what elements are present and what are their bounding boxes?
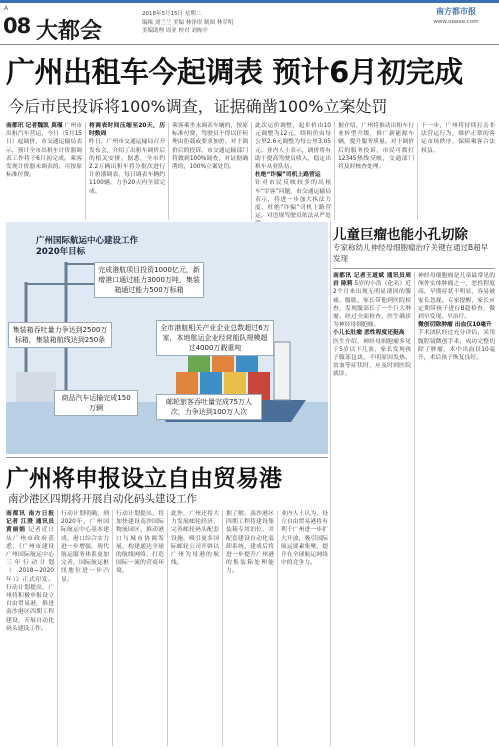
trade-column-4 bbox=[171, 510, 219, 746]
logo-sub: www.oeeee.com bbox=[433, 19, 479, 25]
trade-col6-text: 业内人士认为，设立自由贸易港将有利于广州进一步扩大开放，吸引国际航运要素集聚，提升在全球航运网络中的竞争力。 bbox=[281, 511, 328, 567]
infographic-target-enterprises: 全市港航相关产业企业总数超过6万家，本地航运企业经营船队规模超过4000万载重吨 bbox=[156, 320, 274, 356]
lead-column-1 bbox=[6, 122, 82, 220]
trade-col5-text: 据了解，南沙港区四期工程将建设集装箱专用泊位，并配套建设自动化装卸系统，建成后将进一步提升广州港的集装箱处理能力。 bbox=[226, 511, 274, 575]
newspaper-logo bbox=[420, 6, 492, 40]
kids-col1-head: 微创切除肿瘤 出血仅10毫升 bbox=[418, 322, 492, 329]
column-divider bbox=[85, 122, 86, 220]
lead-col4-text: 针对市民反映较多的出租车“宰客”问题，市交通运输局表示，将进一步加大执法力度，杜绝“诈骗”司机上路营运，对违规驾驶员依法从严处 bbox=[255, 180, 331, 220]
column-divider bbox=[251, 122, 252, 220]
trade-byline: 南都讯 南方日报记者 江澄 通讯员黄丽娟 bbox=[6, 511, 54, 534]
trade-column-5 bbox=[226, 510, 274, 746]
lead-column-5 bbox=[338, 122, 414, 220]
column-divider bbox=[334, 122, 335, 220]
trade-column-3 bbox=[116, 510, 164, 746]
infographic-target-throughput: 集装箱吞吐量力争达到2500万标箱，集装箱航线达到250条 bbox=[8, 322, 112, 348]
trade-col2-text: 行动计划明确，到2020年，广州国际航运中心基本建成，港口综合实力进一步增强，现代航运服务体系更加完善，国际航运枢纽地位进一步凸显。 bbox=[61, 511, 109, 583]
trade-col3-text: 行动计划提出，将加快建设南沙国际物流园区，推动港口与城市协调发展，构建通达全球的航线网络，打造国际一流的营商环境。 bbox=[116, 511, 164, 575]
kids-col2b-text: 医生介绍，神经母细胞瘤多见于5岁以下儿童，家长发现孩子腹部包块、不明原因发热、贫血等症状时，应及时到医院就诊。 bbox=[333, 338, 411, 378]
column-divider bbox=[112, 510, 113, 746]
masthead-bar bbox=[0, 0, 499, 3]
lead-col1-head: 将调表时间压缩至20天，历时数周 bbox=[89, 123, 165, 138]
column-divider bbox=[57, 510, 58, 746]
lead-byline: 南都讯 记者魏凯 莫瑾 bbox=[6, 123, 63, 129]
column-divider bbox=[168, 122, 169, 220]
kids-col1b-text: 手术团队经过充分评估，采用腹腔镜微创手术，成功完整切除了肿瘤，术中出血仅10毫升，术后孩子恢复良好。 bbox=[418, 330, 495, 362]
kids-byline: 南都讯 记者王道斌 通讯员周岩 陈莉 bbox=[333, 273, 411, 288]
kids-col2-head: 小儿长肚瘤 恶性程度还挺高 bbox=[333, 330, 405, 337]
editor-line: 编辑 刘兰兰 美编 林泽煜 制图 林军明 bbox=[142, 19, 234, 26]
lead-subhead: 今后市民投诉将100%调查，证据确凿100%立案处罚 bbox=[8, 97, 388, 116]
date-line: 2018年5月15日 星期二 bbox=[142, 11, 202, 17]
masthead-meta bbox=[142, 10, 233, 36]
infographic-title: 广州国际航运中心建设工作2020年目标 bbox=[36, 236, 139, 257]
kids-subhead: 专家称幼儿神经母细胞瘤治疗关键在通过B超早发现 bbox=[333, 243, 489, 263]
kids-headline: 儿童巨瘤也能小孔切除 bbox=[333, 227, 468, 243]
lead-col5-text: 据介绍，广州将推动出租车行业转型升级，推广新能源车辆，提升服务质量。对于调价后的服务投诉，市民可拨打12345热线反映，交通部门将及时核查处理。 bbox=[338, 123, 414, 171]
infographic-target-vehicles: 商品汽车运输完成150万辆 bbox=[54, 390, 138, 416]
lead-column-6 bbox=[421, 122, 495, 220]
trade-top-rule bbox=[6, 457, 328, 458]
trade-column-2 bbox=[61, 510, 109, 746]
section-title: 大都会 bbox=[36, 19, 103, 44]
masthead-rule bbox=[0, 44, 499, 45]
shipping-infographic bbox=[6, 222, 328, 454]
lead-col6-text: 下一步，广州将持续打击非法营运行为，维护正常的客运市场秩序，保障乘客合法权益。 bbox=[421, 123, 495, 154]
kids-rule bbox=[333, 268, 495, 269]
kids-column-1 bbox=[333, 272, 411, 746]
page-number: 08 bbox=[3, 14, 31, 38]
trade-col1-text: 记者近日从广州市政府获悉，《广州市建设广州国际航运中心三年行动计划（2018—2020年）》正式印发。行动计划提出，广州将积极申报设立自由贸易港，推进南沙港区四期工程建设，开展自动化码头建设工作。 bbox=[6, 527, 54, 632]
lead-headline: 广州出租车今起调表 预计6月初完成 bbox=[6, 55, 463, 89]
column-divider bbox=[222, 510, 223, 746]
section-tag: A bbox=[4, 5, 9, 12]
lead-column-4 bbox=[255, 122, 331, 220]
column-divider bbox=[167, 510, 168, 746]
column-divider bbox=[414, 272, 415, 746]
proof-line: 美编助理 周亚 校对 刘栋中 bbox=[142, 28, 208, 34]
section-divider bbox=[330, 222, 331, 746]
lead-col1-text: 广州市出租汽车营运，今日（5月15日）起调价，市交通运输局表示，预计全市出租车计价器调表工作将于6月初完成。乘客发现计价器未调表的，可按原标准付费。 bbox=[6, 123, 82, 179]
kids-column-2 bbox=[418, 272, 495, 746]
lead-col1b-text: 昨日，广州市交通运输局召开发布会，介绍了出租车调价后的相关安排。据悉，全市约2.2万辆出租车将分批次进行计价器调表，每日调表车辆约1100辆，力争20天内全部完成。 bbox=[89, 139, 165, 195]
lead-col4-head: 杜绝“诈骗”司机上路营运 bbox=[255, 172, 321, 179]
column-divider bbox=[417, 122, 418, 220]
column-divider bbox=[277, 510, 278, 746]
trade-subhead: 南沙港区四期将开展自动化码头建设工作 bbox=[8, 493, 197, 505]
lead-col2-text: 乘客乘坐未调表车辆的，按原标准付费，驾驶员不得以任何理由拒载或要求加价。对于调价后的投诉，市交通运输部门将做到100%调查，对证据确凿的，100%立案处罚。 bbox=[172, 123, 248, 171]
lead-column-2 bbox=[89, 122, 165, 220]
kids-col1-text: 5岁的小浩（化名）近2个月来出现无明显诱因的腹痛、腹胀，家长带他到医院检查，发现腹部长了一个巨大肿瘤。经过全面检查，医生确诊为神经母细胞瘤。 bbox=[333, 281, 411, 329]
trade-column-6 bbox=[281, 510, 328, 746]
lead-col3-text: 此次运价调整，起步价由10元调整为12元，续租价由每公里2.6元调整为每公里3.05元。业内人士表示，调价将有助于提高驾驶员收入，稳定出租车从业队伍。 bbox=[255, 123, 331, 171]
kids-col2-text: 神经母细胞瘤是儿童最常见的颅外实体肿瘤之一，恶性程度高，早期症状不明显，容易被家长忽视。专家提醒，家长应定期带孩子进行B超检查，做到早发现、早治疗。 bbox=[418, 273, 495, 321]
infographic-target-cruise: 邮轮旅客吞吐量完成75万人次，力争达到100万人次 bbox=[156, 394, 262, 420]
infographic-target-investment: 完成港航项目投资1000亿元，新增港口通过能力3000万吨，集装箱通过能力500万标箱 bbox=[94, 262, 204, 298]
trade-headline: 广州将申报设立自由贸易港 bbox=[6, 466, 282, 492]
masthead bbox=[0, 0, 499, 44]
trade-column-1 bbox=[6, 510, 54, 746]
logo-main: 南方都市报 bbox=[436, 7, 476, 16]
lead-column-3 bbox=[172, 122, 248, 220]
trade-col4-text: 此外，广州还将大力发展邮轮经济，完善邮轮码头配套设施，吸引更多国际邮轮公司开辟以广州为母港的航线。 bbox=[171, 511, 219, 567]
